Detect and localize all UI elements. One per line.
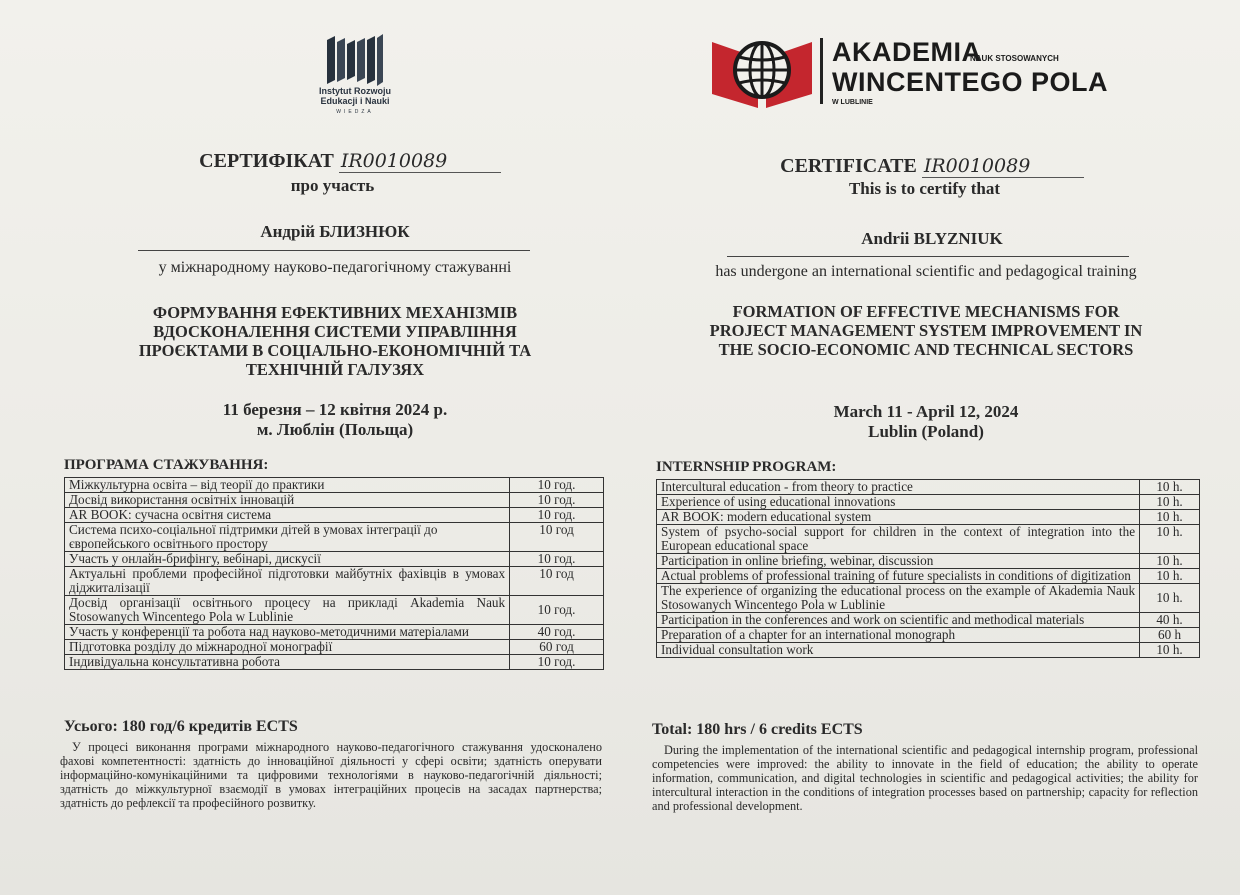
certificate-number: IR0010089 bbox=[922, 155, 1084, 178]
globe-book-icon bbox=[712, 36, 812, 108]
program-hours: 10 год. bbox=[510, 478, 604, 493]
program-item: Actual problems of professional training of future specialists in conditions of digitization bbox=[657, 569, 1140, 584]
table-row bbox=[657, 510, 1200, 525]
program-hours: 10 h. bbox=[1140, 569, 1200, 584]
academy-logo-line3: W LUBLINIE bbox=[832, 99, 873, 106]
program-heading: ПРОГРАМА СТАЖУВАННЯ: bbox=[64, 457, 269, 473]
table-row bbox=[65, 493, 604, 508]
program-hours: 10 h. bbox=[1140, 495, 1200, 510]
certificate-number: IR0010089 bbox=[339, 150, 501, 173]
program-item: The experience of organizing the educational process on the example of Akademia Nauk Stosowanych Wincentego Pola w Lublinie bbox=[657, 584, 1140, 613]
institute-logo-icon bbox=[323, 34, 387, 86]
program-item: Система психо-соціальної підтримки дітей в умовах інтеграції до європейського освітнього простору bbox=[65, 523, 510, 552]
table-row bbox=[657, 495, 1200, 510]
training-type: у міжнародному науково-педагогічному стажуванні bbox=[158, 259, 512, 276]
program-item: Індивідуальна консультативна робота bbox=[65, 655, 510, 670]
table-row bbox=[65, 640, 604, 655]
program-hours: 10 год. bbox=[510, 493, 604, 508]
training-theme bbox=[60, 303, 610, 379]
table-row bbox=[657, 569, 1200, 584]
program-hours: 10 h. bbox=[1140, 554, 1200, 569]
program-hours: 10 год. bbox=[510, 655, 604, 670]
theme-line: FORMATION OF EFFECTIVE MECHANISMS FOR bbox=[732, 302, 1120, 321]
training-place: Lublin (Poland) bbox=[868, 422, 984, 441]
table-row bbox=[65, 552, 604, 567]
table-row bbox=[65, 478, 604, 493]
program-item: Preparation of a chapter for an international monograph bbox=[657, 628, 1140, 643]
table-row bbox=[657, 613, 1200, 628]
program-table bbox=[64, 477, 604, 670]
training-theme bbox=[652, 302, 1200, 359]
program-table bbox=[656, 479, 1200, 658]
institute-logo-line1: Instytut Rozwoju bbox=[319, 86, 391, 96]
certificate-subtitle: This is to certify that bbox=[848, 179, 1001, 198]
recipient-name: Andrii BLYZNIUK bbox=[861, 229, 1003, 248]
program-item: Participation in the conferences and work on scientific and methodical materials bbox=[657, 613, 1140, 628]
program-hours: 10 h. bbox=[1140, 584, 1200, 613]
program-item: Experience of using educational innovations bbox=[657, 495, 1140, 510]
program-hours: 10 h. bbox=[1140, 510, 1200, 525]
training-place: м. Люблін (Польща) bbox=[256, 420, 414, 439]
program-item: Participation in online briefing, webinar, discussion bbox=[657, 554, 1140, 569]
certificate-title bbox=[767, 155, 1097, 178]
table-row bbox=[65, 567, 604, 596]
program-item: System of psycho-social support for children in the context of integration into the European educational space bbox=[657, 525, 1140, 554]
training-dates: 11 березня – 12 квітня 2024 р. bbox=[222, 400, 448, 419]
program-item: AR BOOK: сучасна освітня система bbox=[65, 508, 510, 523]
table-row bbox=[65, 625, 604, 640]
program-hours: 10 год. bbox=[510, 596, 604, 625]
program-hours: 60 h bbox=[1140, 628, 1200, 643]
table-row bbox=[657, 480, 1200, 495]
program-hours: 10 год bbox=[510, 523, 604, 552]
table-row bbox=[65, 523, 604, 552]
academy-logo bbox=[712, 36, 1132, 116]
program-item: Міжкультурна освіта – від теорії до практики bbox=[65, 478, 510, 493]
theme-line: ПРОЄКТАМИ В СОЦІАЛЬНО-ЕКОНОМІЧНІЙ ТА bbox=[138, 341, 532, 360]
theme-line: ФОРМУВАННЯ ЕФЕКТИВНИХ МЕХАНІЗМІВ bbox=[152, 303, 518, 322]
program-item: Досвід використання освітніх інновацій bbox=[65, 493, 510, 508]
program-heading: INTERNSHIP PROGRAM: bbox=[656, 459, 837, 475]
institute-logo-line2: Edukacji i Nauki bbox=[320, 96, 390, 106]
program-hours: 10 h. bbox=[1140, 643, 1200, 658]
table-row bbox=[657, 554, 1200, 569]
program-hours: 10 h. bbox=[1140, 480, 1200, 495]
academy-logo-line1-small: NAUK STOSOWANYCH bbox=[970, 54, 1059, 63]
program-item: Підготовка розділу до міжнародної монографії bbox=[65, 640, 510, 655]
theme-line: THE SOCIO-ECONOMIC AND TECHNICAL SECTORS bbox=[718, 340, 1134, 359]
academy-logo-line1: AKADEMIA bbox=[832, 37, 982, 67]
program-hours: 60 год bbox=[510, 640, 604, 655]
certificate-title-label: CERTIFICATE bbox=[780, 155, 917, 177]
program-hours: 10 год bbox=[510, 567, 604, 596]
program-item: Individual consultation work bbox=[657, 643, 1140, 658]
institute-logo bbox=[310, 34, 400, 115]
program-hours: 10 год. bbox=[510, 552, 604, 567]
program-total: Усього: 180 год/6 кредитів ECTS bbox=[64, 718, 298, 735]
competencies-description: During the implementation of the international scientific and pedagogical internship program, professional competencies were improved: the ability to innovate in the field of education; the ability to operate information, communication, and digital technologies in scientific and pedagogical activities; the ability for intercultural interaction in the conditions of integration processes based on partnership; capacity for reflection and professional development. bbox=[652, 743, 1198, 813]
table-row bbox=[657, 628, 1200, 643]
table-row bbox=[65, 655, 604, 670]
certificate-title-label: СЕРТИФІКАТ bbox=[199, 150, 334, 172]
program-item: Intercultural education - from theory to practice bbox=[657, 480, 1140, 495]
name-underline bbox=[727, 256, 1129, 257]
training-dates-block bbox=[60, 400, 610, 440]
program-item: Участь у онлайн-брифінгу, вебінарі, дискусії bbox=[65, 552, 510, 567]
academy-logo-line2: WINCENTEGO POLA bbox=[832, 67, 1108, 97]
training-dates: March 11 - April 12, 2024 bbox=[833, 402, 1019, 421]
training-type: has undergone an international scientific and pedagogical training bbox=[715, 263, 1137, 280]
program-hours: 10 год. bbox=[510, 508, 604, 523]
table-row bbox=[657, 643, 1200, 658]
training-dates-block bbox=[652, 402, 1200, 442]
logo-separator bbox=[820, 38, 823, 104]
recipient-name: Андрій БЛИЗНЮК bbox=[260, 222, 410, 241]
competencies-description: У процесі виконання програми міжнародного науково-педагогічного стажування удосконалено фахові компетентності: здатність до інноваційної діяльності у сфері освіти; здатність оперувати інформаційно-комунікаційними та цифровими технологіями в науково-педагогічній діяльності; здатність до міжкультурної взаємодії в умовах інтеграційних процесів на засадах партнерства; здатність до рефлексії та професійного розвитку. bbox=[60, 740, 602, 810]
program-hours: 40 год. bbox=[510, 625, 604, 640]
table-row bbox=[657, 584, 1200, 613]
theme-line: ВДОСКОНАЛЕННЯ СИСТЕМИ УПРАВЛІННЯ bbox=[153, 322, 517, 341]
program-total: Total: 180 hrs / 6 credits ECTS bbox=[652, 721, 863, 738]
theme-line: ТЕХНІЧНІЙ ГАЛУЗЯХ bbox=[245, 360, 425, 379]
table-row bbox=[657, 525, 1200, 554]
institute-logo-line3: WIEDZA bbox=[336, 109, 374, 115]
name-underline bbox=[138, 250, 530, 251]
program-hours: 40 h. bbox=[1140, 613, 1200, 628]
theme-line: PROJECT MANAGEMENT SYSTEM IMPROVEMENT IN bbox=[709, 321, 1143, 340]
table-row bbox=[65, 596, 604, 625]
program-item: Актуальні проблеми професійної підготовки майбутніх фахівців в умовах діджиталізації bbox=[65, 567, 510, 596]
table-row bbox=[65, 508, 604, 523]
program-item: Досвід організації освітнього процесу на прикладі Akademia Nauk Stosowanych Wincentego Pola w Lublinie bbox=[65, 596, 510, 625]
program-item: Участь у конференції та робота над науково-методичними матеріалами bbox=[65, 625, 510, 640]
certificate-title bbox=[185, 150, 515, 173]
program-item: AR BOOK: modern educational system bbox=[657, 510, 1140, 525]
program-hours: 10 h. bbox=[1140, 525, 1200, 554]
certificate-subtitle: про участь bbox=[290, 176, 375, 195]
